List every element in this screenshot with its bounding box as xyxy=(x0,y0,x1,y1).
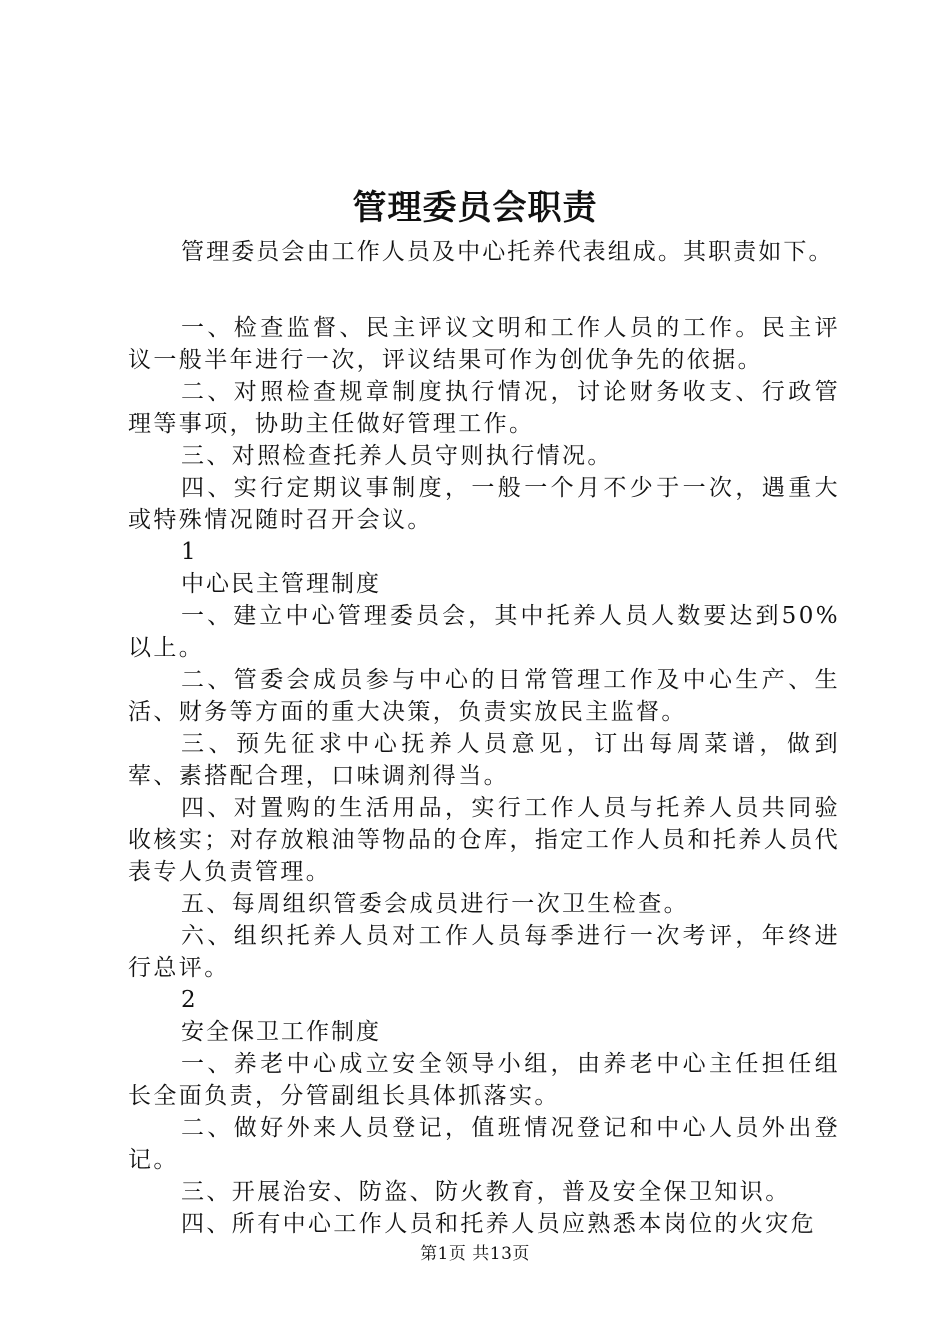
section-number-1: 1 xyxy=(181,539,196,565)
security-item-3: 三、开展治安、防盗、防火教育，普及安全保卫知识。 xyxy=(181,1179,791,1205)
page-footer: 第1页 共13页 xyxy=(420,1244,530,1264)
intro-paragraph: 管理委员会由工作人员及中心托养代表组成。其职责如下。 xyxy=(181,239,834,265)
section-heading-democratic-management: 中心民主管理制度 xyxy=(181,571,381,597)
security-item-1: 一、养老中心成立安全领导小组，由养老中心主任担任组长全面负责，分管副组长具体抓落实。 xyxy=(128,1051,840,1109)
democratic-item-2: 二、管委会成员参与中心的日常管理工作及中心生产、生活、财务等方面的重大决策，负责实放民主监督。 xyxy=(128,667,840,725)
democratic-item-4: 四、对置购的生活用品，实行工作人员与托养人员共同验收核实；对存放粮油等物品的仓库，指定工作人员和托养人员代表专人负责管理。 xyxy=(128,795,840,885)
democratic-item-1: 一、建立中心管理委员会，其中托养人员人数要达到50%以上。 xyxy=(128,603,840,661)
democratic-item-6: 六、组织托养人员对工作人员每季进行一次考评，年终进行总评。 xyxy=(128,923,840,981)
security-item-4: 四、所有中心工作人员和托养人员应熟悉本岗位的火灾危 xyxy=(181,1211,816,1237)
duty-item-1: 一、检查监督、民主评议文明和工作人员的工作。民主评议一般半年进行一次，评议结果可作为创优争先的依据。 xyxy=(128,315,840,373)
section-heading-security: 安全保卫工作制度 xyxy=(181,1019,381,1045)
duty-item-4: 四、实行定期议事制度，一般一个月不少于一次，遇重大或特殊情况随时召开会议。 xyxy=(128,475,840,533)
democratic-item-3: 三、预先征求中心抚养人员意见，订出每周菜谱，做到荤、素搭配合理，口味调剂得当。 xyxy=(128,731,840,789)
document-body xyxy=(128,236,840,1240)
duty-item-2: 二、对照检查规章制度执行情况，讨论财务收支、行政管理等事项，协助主任做好管理工作。 xyxy=(128,379,840,437)
paragraph-gap xyxy=(128,268,840,312)
document-title: 管理委员会职责 xyxy=(352,188,598,228)
democratic-item-5: 五、每周组织管委会成员进行一次卫生检查。 xyxy=(181,891,689,917)
section-number-2: 2 xyxy=(181,987,196,1013)
security-item-2: 二、做好外来人员登记，值班情况登记和中心人员外出登记。 xyxy=(128,1115,840,1173)
duty-item-3: 三、对照检查托养人员守则执行情况。 xyxy=(181,443,613,469)
